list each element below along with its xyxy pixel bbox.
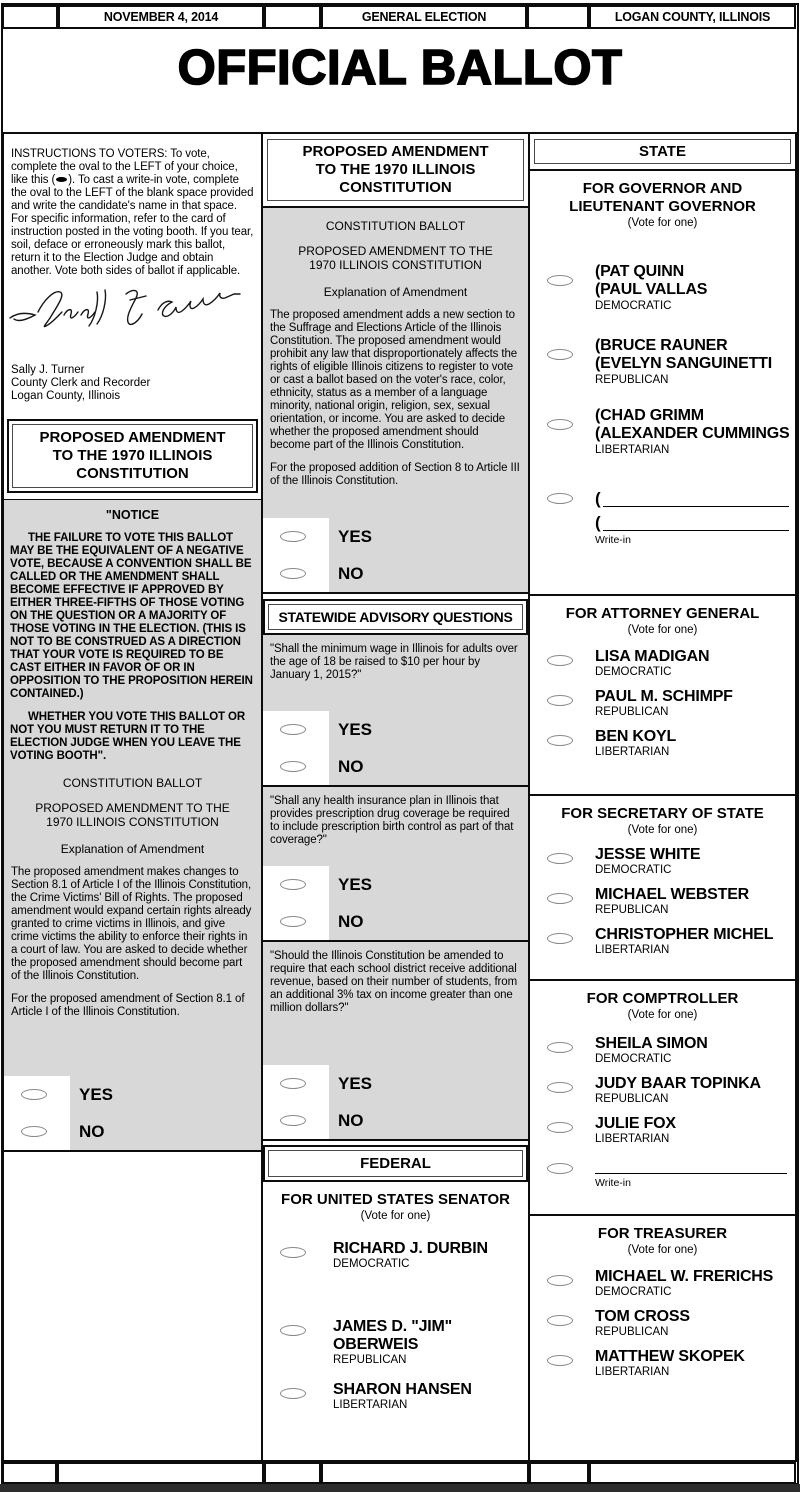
- middle-column: [261, 132, 530, 1462]
- candidate-party: REPUBLICAN: [595, 1093, 669, 1105]
- write-in-label: Write-in: [595, 1177, 631, 1189]
- state-column: [528, 132, 797, 1462]
- page-title: OFFICIAL BALLOT: [177, 41, 623, 95]
- clerk-block: [11, 364, 254, 403]
- candidate-party: LIBERTARIAN: [595, 444, 670, 456]
- yes-label: YES: [338, 720, 373, 739]
- explanation-text: The proposed amendment adds a new section to the Suffrage and Elections Article of the Illinois Constitution. The proposed amendment would prohibit any law that disproportionately affects the rights of eligible Illinois citizens to register to vote or cast a ballot based on the voter's race, color, ethnicity, status as a member of a language minority, national origin, religion, sex, sexual orientation, or income. You are asked to decide whether the proposed amendment should become part of the Illinois Constitution.: [270, 309, 518, 451]
- attorney-general-race: [530, 594, 795, 794]
- notice-paragraph-2: WHETHER YOU VOTE THIS BALLOT OR NOT YOU MUST RETURN IT TO THE ELECTION JUDGE WHEN YOU LEAVE THE VOTING BOOTH".: [10, 711, 246, 762]
- voting-rights-amendment-section: [263, 208, 528, 594]
- candidate-row[interactable]: [530, 926, 795, 958]
- footer-timing-box-3: [264, 1462, 321, 1484]
- clerk-role: County Clerk and Recorder: [11, 377, 151, 389]
- amendment-header-box-left: [7, 419, 258, 493]
- filled-oval-example-icon: [56, 177, 67, 182]
- us-senator-race: [263, 1182, 528, 1413]
- no-option[interactable]: [263, 555, 528, 592]
- yes-no-choices: [263, 866, 528, 940]
- candidate-party: LIBERTARIAN: [595, 944, 670, 956]
- vote-oval-yes[interactable]: [280, 879, 306, 890]
- candidate-row[interactable]: [530, 728, 795, 760]
- no-label: NO: [338, 1111, 364, 1130]
- crime-victims-amendment-section: [4, 499, 261, 1152]
- yes-label: YES: [338, 527, 373, 546]
- vote-oval-candidate[interactable]: [547, 1082, 573, 1093]
- candidate-row[interactable]: [263, 1381, 528, 1413]
- amendment-title-line: CONSTITUTION: [339, 179, 452, 196]
- subtitle-line: 1970 ILLINOIS CONSTITUTION: [309, 258, 482, 272]
- instructions-text-before: INSTRUCTIONS TO VOTERS: To vote, complete the oval to the LEFT of your choice, like this (: [11, 148, 238, 186]
- no-label: NO: [338, 564, 364, 583]
- yes-option[interactable]: [263, 518, 528, 555]
- county-name: LOGAN COUNTY, ILLINOIS: [589, 5, 796, 29]
- no-label: NO: [338, 757, 364, 776]
- bottom-timing-strip: [0, 1484, 800, 1492]
- vote-oval-candidate[interactable]: [547, 1275, 573, 1286]
- candidate-name: JAMES D. "JIM" OBERWEIS: [333, 1318, 453, 1353]
- vote-oval-candidate[interactable]: [547, 853, 573, 864]
- comptroller-race: [530, 979, 795, 1214]
- vote-oval-no[interactable]: [21, 1126, 47, 1137]
- candidate-row[interactable]: [530, 1035, 795, 1067]
- candidate-party: REPUBLICAN: [333, 1354, 407, 1366]
- candidate-name: MICHAEL W. FRERICHS: [595, 1268, 774, 1285]
- write-in-line[interactable]: [595, 1159, 787, 1174]
- vote-oval-candidate[interactable]: [547, 735, 573, 746]
- governor-candidate: (PAT QUINN: [595, 263, 684, 280]
- vote-oval-yes[interactable]: [280, 1078, 306, 1089]
- ballot-subtitle: [10, 801, 255, 829]
- candidate-name: LISA MADIGAN: [595, 648, 710, 665]
- state-header: STATE: [534, 139, 791, 164]
- race-title-line: LIEUTENANT GOVERNOR: [569, 198, 756, 215]
- race-title: FOR ATTORNEY GENERAL: [565, 605, 760, 622]
- race-title: FOR TREASURER: [597, 1225, 728, 1242]
- explanation-text: The proposed amendment makes changes to Section 8.1 of Article I of the Illinois Constitution, the Crime Victims' Bill of Rights. The proposed amendment would expand certain rights already granted to crime victims in Illinois, and give crime victims the ability to enforce their rights in a court of law. You are asked to decide whether the proposed amendment should become part of the Illinois Constitution.: [11, 866, 252, 982]
- federal-header: FEDERAL: [268, 1150, 523, 1177]
- clerk-name: Sally J. Turner: [11, 364, 85, 376]
- amendment-title-line: PROPOSED AMENDMENT: [39, 429, 226, 446]
- subtitle-line: 1970 ILLINOIS CONSTITUTION: [46, 815, 219, 829]
- candidate-name: SHARON HANSEN: [333, 1381, 472, 1398]
- vote-for-one: (Vote for one): [627, 1009, 698, 1021]
- race-title: FOR COMPTROLLER: [586, 990, 739, 1007]
- instructions-text-after: ). To cast a write-in vote, complete the oval to the LEFT of the blank space provided and write the candidate's name in that space. For specific information, refer to the card of instruction posted in the voting booth. If you tear, soil, deface or erroneously mark this ballot, return it to the Election Judge and obtain another. Vote both sides of ballot if applicable.: [11, 174, 254, 277]
- vote-oval-yes[interactable]: [280, 724, 306, 735]
- proposition-text: For the proposed addition of Section 8 to Article III of the Illinois Constitution.: [270, 462, 520, 487]
- election-type: GENERAL ELECTION: [321, 5, 527, 29]
- notice-heading: "NOTICE: [105, 508, 160, 522]
- instructions-to-voters: [11, 148, 254, 278]
- yes-label: YES: [79, 1085, 114, 1104]
- amendment-title-line: TO THE 1970 ILLINOIS: [315, 161, 476, 178]
- candidate-party: DEMOCRATIC: [595, 864, 672, 876]
- yes-no-choices: [263, 711, 528, 785]
- race-title: FOR SECRETARY OF STATE: [561, 805, 764, 822]
- clerk-county: Logan County, Illinois: [11, 390, 121, 402]
- no-label: NO: [338, 912, 364, 931]
- race-title: FOR UNITED STATES SENATOR: [281, 1191, 510, 1208]
- question-text: "Should the Illinois Constitution be amended to require that each school district receive additional revenue, based on their number of students, from an additional 3% tax on income greater than one million dollars?": [270, 950, 518, 1014]
- candidate-party: LIBERTARIAN: [595, 1366, 670, 1378]
- vote-oval-candidate[interactable]: [547, 655, 573, 666]
- candidate-name: MATTHEW SKOPEK: [595, 1348, 745, 1365]
- candidate-row[interactable]: [263, 1240, 528, 1272]
- explanation-heading: Explanation of Amendment: [323, 285, 468, 299]
- advisory-questions-header: STATEWIDE ADVISORY QUESTIONS: [268, 604, 523, 630]
- no-option[interactable]: [263, 748, 528, 785]
- lt-governor-candidate: (PAUL VALLAS: [595, 281, 708, 298]
- candidate-row[interactable]: [530, 688, 795, 720]
- yes-option[interactable]: [263, 711, 528, 748]
- subtitle-line: PROPOSED AMENDMENT TO THE: [298, 244, 493, 258]
- no-option[interactable]: [263, 1102, 528, 1139]
- vote-oval-candidate[interactable]: [547, 1042, 573, 1053]
- vote-for-one: (Vote for one): [627, 1244, 698, 1256]
- footer-timing-box-5: [529, 1462, 589, 1484]
- lt-governor-candidate: (ALEXANDER CUMMINGS: [595, 425, 790, 442]
- footer-timing-box-4: [321, 1462, 529, 1484]
- vote-oval-write-in[interactable]: [547, 493, 573, 504]
- candidate-party: LIBERTARIAN: [333, 1399, 408, 1411]
- candidate-party: DEMOCRATIC: [595, 1286, 672, 1298]
- vote-for-one: (Vote for one): [360, 1210, 431, 1222]
- left-column: [2, 132, 263, 1462]
- candidate-row[interactable]: [530, 1075, 795, 1107]
- candidate-party: REPUBLICAN: [595, 904, 669, 916]
- state-header-box: [530, 134, 795, 171]
- ballot-name: CONSTITUTION BALLOT: [325, 219, 466, 233]
- advisory-question-1-section: [263, 635, 528, 787]
- secretary-of-state-race: [530, 794, 795, 979]
- candidate-party: DEMOCRATIC: [333, 1258, 410, 1270]
- vote-oval-candidate[interactable]: [547, 1122, 573, 1133]
- header-timing-box-3: [527, 5, 589, 29]
- governor-write-in[interactable]: [530, 483, 795, 546]
- yes-no-choices: [263, 518, 528, 592]
- candidate-name: RICHARD J. DURBIN: [333, 1240, 488, 1257]
- proposition-text: For the proposed amendment of Section 8.1 of Article I of the Illinois Constitution.: [11, 993, 245, 1018]
- candidate-name: BEN KOYL: [595, 728, 677, 745]
- vote-for-one: (Vote for one): [627, 624, 698, 636]
- no-option[interactable]: [4, 1113, 261, 1150]
- ballot-date: NOVEMBER 4, 2014: [58, 5, 264, 29]
- vote-oval-candidate[interactable]: [547, 1355, 573, 1366]
- vote-oval-no[interactable]: [280, 568, 306, 579]
- yes-option[interactable]: [263, 866, 528, 903]
- vote-oval-write-in[interactable]: [547, 1163, 573, 1174]
- vote-oval-yes[interactable]: [21, 1089, 47, 1100]
- vote-oval-yes[interactable]: [280, 531, 306, 542]
- candidate-party: LIBERTARIAN: [595, 1133, 670, 1145]
- ballot-subtitle: [269, 244, 522, 272]
- vote-oval-candidate[interactable]: [280, 1247, 306, 1258]
- footer-timing-box-1: [2, 1462, 57, 1484]
- amendment-title-line: CONSTITUTION: [76, 465, 189, 482]
- candidate-name: JESSE WHITE: [595, 846, 701, 863]
- vote-oval-candidate[interactable]: [547, 893, 573, 904]
- vote-oval-candidate[interactable]: [280, 1325, 306, 1336]
- advisory-question-2-section: [263, 787, 528, 942]
- vote-oval-candidate[interactable]: [547, 275, 573, 286]
- write-in-label: Write-in: [595, 534, 631, 546]
- vote-oval-candidate[interactable]: [547, 1315, 573, 1326]
- candidate-row[interactable]: [530, 1308, 795, 1340]
- candidate-party: REPUBLICAN: [595, 706, 669, 718]
- write-in-line[interactable]: [603, 482, 789, 507]
- vote-oval-no[interactable]: [280, 916, 306, 927]
- no-label: NO: [79, 1122, 105, 1141]
- advisory-question-3-section: [263, 942, 528, 1141]
- vote-oval-candidate[interactable]: [547, 695, 573, 706]
- ticket-row[interactable]: [530, 263, 795, 313]
- vote-for-one: (Vote for one): [627, 217, 698, 229]
- vote-oval-candidate[interactable]: [547, 933, 573, 944]
- federal-header-box: [263, 1145, 528, 1182]
- no-option[interactable]: [263, 903, 528, 940]
- amendment-title-line: PROPOSED AMENDMENT: [302, 143, 489, 160]
- vote-oval-no[interactable]: [280, 761, 306, 772]
- vote-oval-candidate[interactable]: [547, 349, 573, 360]
- candidate-party: LIBERTARIAN: [595, 746, 670, 758]
- candidate-row[interactable]: [530, 1115, 795, 1147]
- yes-option[interactable]: [4, 1076, 261, 1113]
- candidate-party: DEMOCRATIC: [595, 666, 672, 678]
- write-in-paren: (: [595, 489, 601, 508]
- write-in-line[interactable]: [603, 506, 789, 531]
- candidate-row[interactable]: [263, 1318, 528, 1367]
- ticket-row[interactable]: [530, 337, 795, 387]
- race-title: [534, 180, 791, 216]
- advisory-questions-header-box: [263, 599, 528, 635]
- candidate-party: DEMOCRATIC: [595, 1053, 672, 1065]
- candidate-name: JULIE FOX: [595, 1115, 676, 1132]
- candidate-row[interactable]: [530, 648, 795, 680]
- governor-race: [530, 171, 795, 594]
- amendment-header-box-middle: [263, 134, 528, 208]
- comptroller-write-in[interactable]: [530, 1159, 795, 1205]
- yes-label: YES: [338, 1074, 373, 1093]
- candidate-name: JUDY BAAR TOPINKA: [595, 1075, 761, 1092]
- candidate-party: REPUBLICAN: [595, 374, 669, 386]
- governor-candidate: (CHAD GRIMM: [595, 407, 704, 424]
- ballot-name: CONSTITUTION BALLOT: [62, 776, 203, 790]
- candidate-row[interactable]: [530, 886, 795, 918]
- candidate-name: PAUL M. SCHIMPF: [595, 688, 733, 705]
- lt-governor-candidate: (EVELYN SANGUINETTI: [595, 355, 772, 372]
- header-timing-box-2: [264, 5, 321, 29]
- candidate-row[interactable]: [530, 1348, 795, 1380]
- candidate-name: SHEILA SIMON: [595, 1035, 708, 1052]
- governor-candidate: (BRUCE RAUNER: [595, 337, 728, 354]
- yes-no-choices: [4, 1076, 261, 1150]
- yes-option[interactable]: [263, 1065, 528, 1102]
- footer-timing-box-6: [589, 1462, 796, 1484]
- vote-oval-candidate[interactable]: [547, 419, 573, 430]
- write-in-paren: (: [595, 513, 601, 532]
- header-timing-box-1: [2, 5, 58, 29]
- subtitle-line: PROPOSED AMENDMENT TO THE: [35, 801, 230, 815]
- treasurer-race: [530, 1214, 795, 1460]
- footer-timing-box-2: [57, 1462, 264, 1484]
- yes-label: YES: [338, 875, 373, 894]
- notice-paragraph-1: THE FAILURE TO VOTE THIS BALLOT MAY BE THE EQUIVALENT OF A NEGATIVE VOTE, BECAUSE A CONVENTION SHALL BE CALLED OR THE AMENDMENT SHALL BECOME EFFECTIVE IF APPROVED BY EITHER THREE-FIFTHS OF THOSE VOTING ON THE QUESTION OR A MAJORITY OF THOSE VOTING IN THE ELECTION. (THIS IS NOT TO BE CONSTRUED AS A DIRECTION THAT YOUR VOTE IS REQUIRED TO BE CAST EITHER IN FAVOR OF OR IN OPPOSITION TO THE PROPOSITION HEREIN CONTAINED.): [10, 532, 253, 700]
- candidate-row[interactable]: [530, 1268, 795, 1300]
- vote-oval-candidate[interactable]: [280, 1388, 306, 1399]
- race-title-line: FOR GOVERNOR AND: [582, 180, 743, 197]
- candidate-name: MICHAEL WEBSTER: [595, 886, 750, 903]
- yes-no-choices: [263, 1065, 528, 1139]
- ticket-row[interactable]: [530, 407, 795, 457]
- question-text: "Shall any health insurance plan in Illinois that provides prescription drug coverage be required to include prescription birth control as part of that coverage?": [270, 795, 514, 846]
- question-text: "Shall the minimum wage in Illinois for adults over the age of 18 be raised to $10 per hour by January 1, 2015?": [270, 643, 518, 681]
- vote-oval-no[interactable]: [280, 1115, 306, 1126]
- clerk-signature: [8, 282, 246, 332]
- candidate-name: CHRISTOPHER MICHEL: [595, 926, 774, 943]
- candidate-party: REPUBLICAN: [595, 1326, 669, 1338]
- explanation-heading: Explanation of Amendment: [60, 842, 205, 856]
- candidate-row[interactable]: [530, 846, 795, 878]
- candidate-name: TOM CROSS: [595, 1308, 690, 1325]
- amendment-title-line: TO THE 1970 ILLINOIS: [52, 447, 213, 464]
- candidate-party: DEMOCRATIC: [595, 300, 672, 312]
- vote-for-one: (Vote for one): [627, 824, 698, 836]
